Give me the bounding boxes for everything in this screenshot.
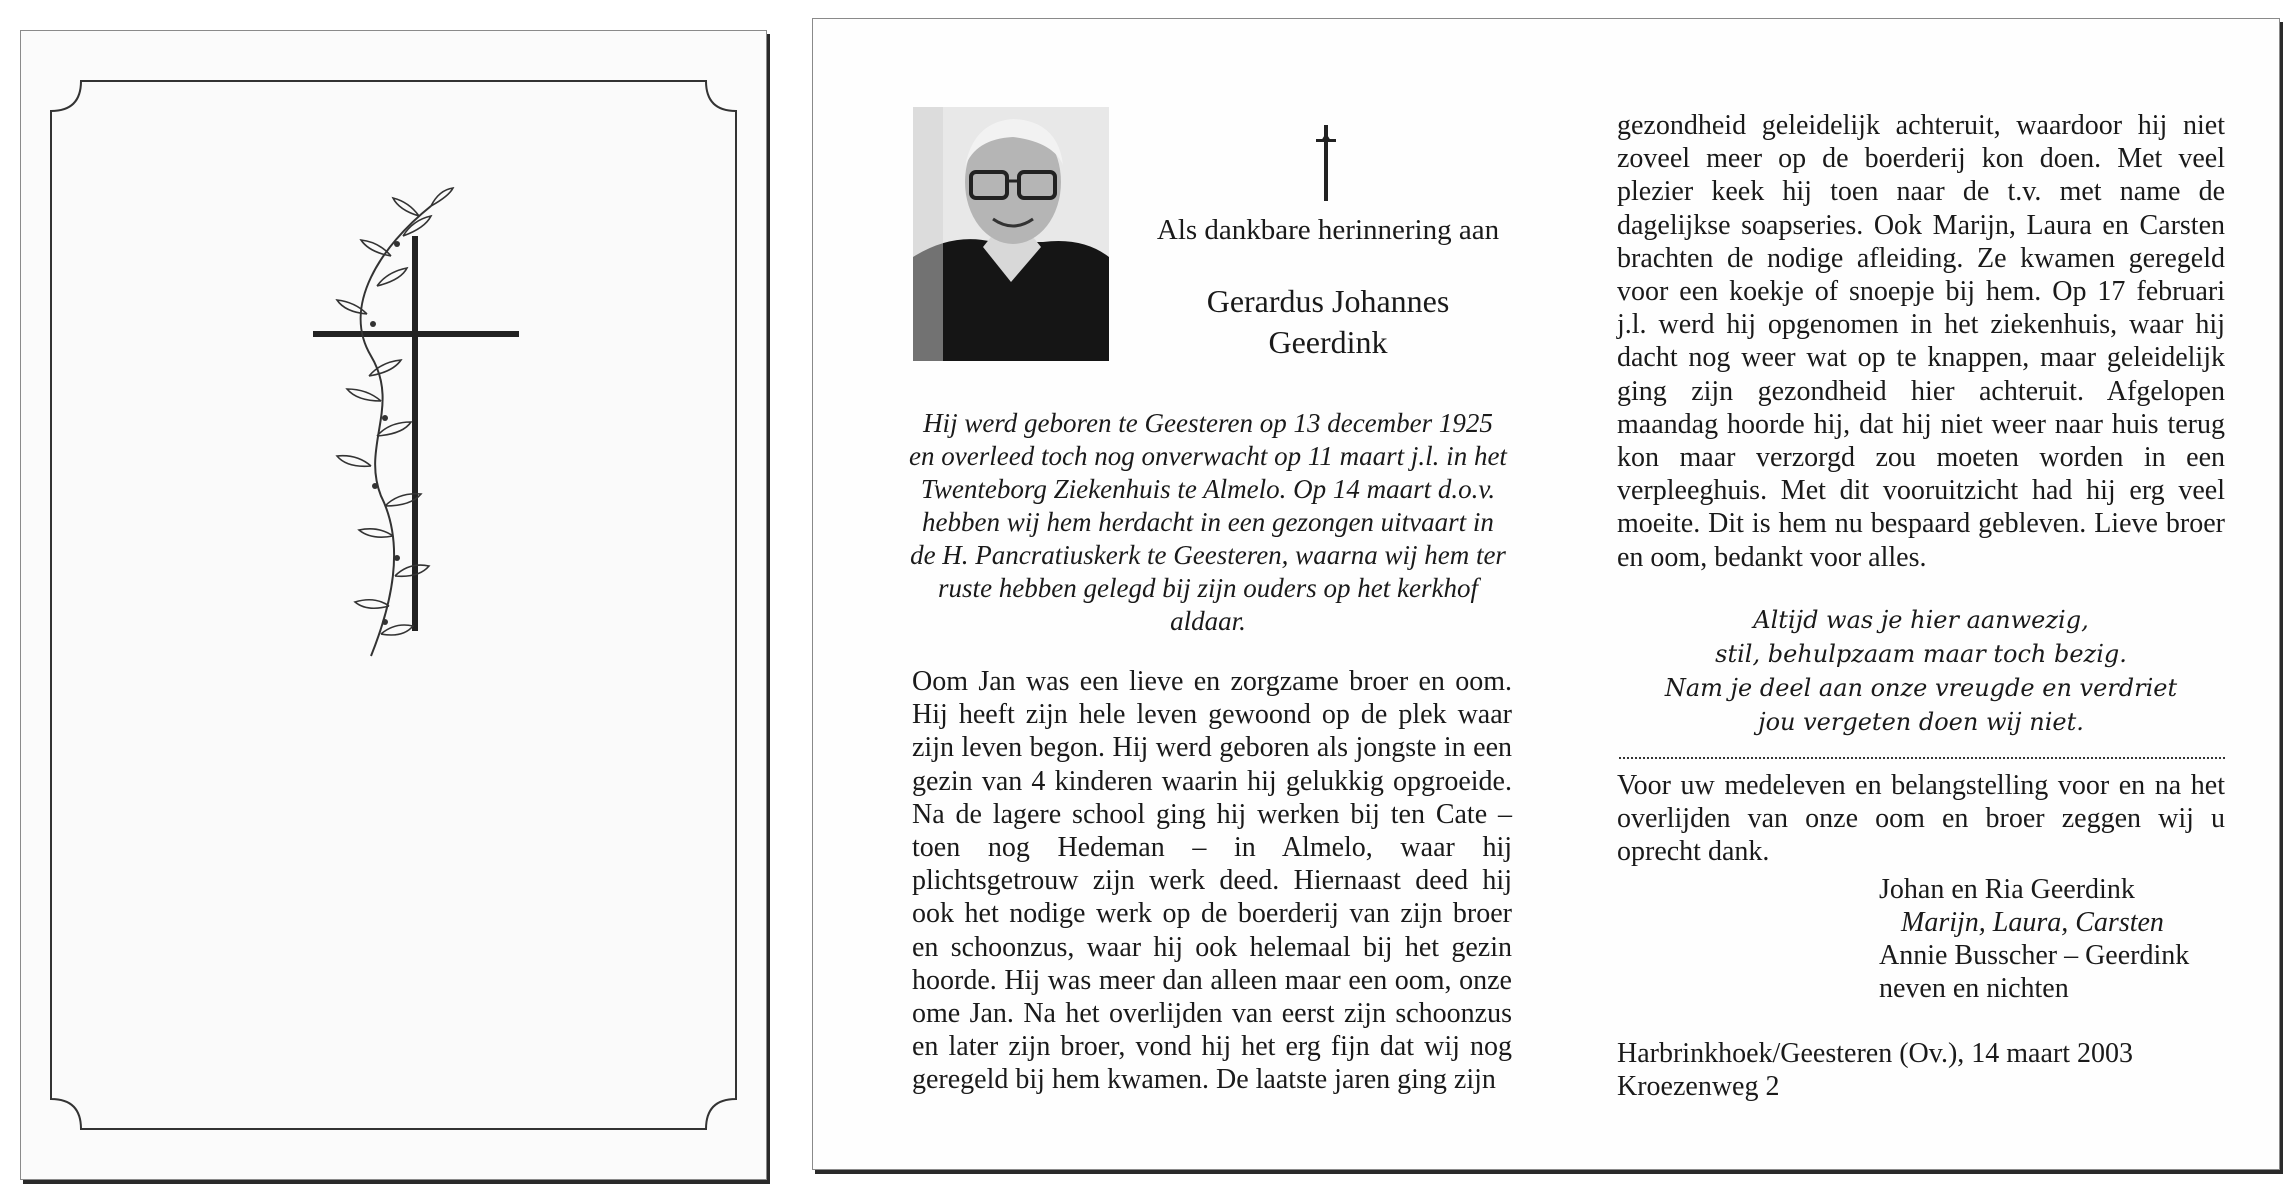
story-text-right: gezondheid geleidelijk achteruit, waardoor hij niet zoveel meer op de boerderij kon doen. Met veel plezier keek hij toen naar de t.v. met name de dagelijkse soapseries. Ook Marijn, Laura en Carsten brachten de nodige afleiding. Ze kwamen geregeld voor een koekje of snoepje bij hem. Op 17 februari j.l. werd hij opgenomen in het ziekenhuis, waar hij dacht nog weer wat op te knappen, maar geleidelijk ging zijn gezondheid hier achteruit. Afgelopen maandag hoorde hij, dat hij niet weer naar huis terug kon maar verzorgd zou moeten worden in een verpleeghuis. Met dit vooruitzicht had hij erg veel moeite. Dit is hem nu bespaard gebleven. Lieve broer en oom, bedankt voor alles. <box>1617 110 2225 573</box>
story-text-left: Oom Jan was een lieve en zorgzame broer en oom. Hij heeft zijn hele leven gewoond op de plek waar zijn leven begon. Hij werd geboren als jongste in een gezin van 4 kinderen waarin hij gelukkig opgroeide. Na de lagere school ging hij werken bij ten Cate – toen nog Hedeman – in Almelo, waar hij plichtsgetrouw zijn werk deed. Hiernaast deed hij ook het nodige werk op de boerderij van zijn broer en schoonzus, waar hij ook helemaal bij het gezin hoorde. Hij was meer dan alleen maar een oom, onze ome Jan. Na het overlijden van eerst zijn schoonzus en later zijn broer, vond hij het erg fijn dat wij nog geregeld bij hem kwamen. De laatste jaren ging zijn <box>912 666 1512 1096</box>
place-date: Harbrinkhoek/Geesteren (Ov.), 14 maart 2003 <box>1617 1038 2134 1069</box>
card-inside <box>812 18 2280 1170</box>
poem-line: Altijd was je hier aanwezig, <box>1753 606 2089 634</box>
poem-line: stil, behulpzaam maar toch bezig. <box>1715 640 2127 668</box>
intro-text: Als dankbare herinnering aan <box>1156 214 1500 246</box>
signer: Marijn, Laura, Carsten <box>1901 907 2164 938</box>
poem-line: jou vergeten doen wij niet. <box>1758 708 2084 736</box>
name-first: Gerardus Johannes <box>1206 283 1450 319</box>
address: Kroezenweg 2 <box>1617 1071 1780 1102</box>
signer: Annie Busscher – Geerdink <box>1879 940 2190 971</box>
small-cross-icon <box>1311 123 1341 203</box>
biography-text: Hij werd geboren te Geesteren op 13 december 1925 en overleed toch nog onverwacht op 11 maart j.l. in het Twenteborg Ziekenhuis te Almelo. Op 14 maart d.o.v. hebben wij hem herdacht in een gezongen uitvaart in de H. Pancratiuskerk te Geesteren, waarna wij hem ter ruste hebben gelegd bij zijn ouders op het kerkhof aldaar. <box>909 408 1507 636</box>
name-last: Geerdink <box>1268 324 1388 360</box>
portrait-photo <box>913 107 1109 361</box>
poem <box>1617 603 2225 739</box>
signers <box>1879 873 2219 1005</box>
poem-line: Nam je deel aan onze vreugde en verdriet <box>1664 674 2178 702</box>
deceased-name <box>1113 281 1543 363</box>
place-and-date <box>1617 1037 2225 1103</box>
thanks-text: Voor uw medeleven en belangstelling voor en na het overlijden van onze oom en broer zeggen wij u oprecht dank. <box>1617 770 2225 868</box>
signer: Johan en Ria Geerdink <box>1879 874 2135 905</box>
dotted-divider <box>1619 757 2225 759</box>
card-front <box>20 30 767 1180</box>
cross-with-olive-branch-icon <box>311 186 521 676</box>
signer: neven en nichten <box>1879 973 2069 1004</box>
